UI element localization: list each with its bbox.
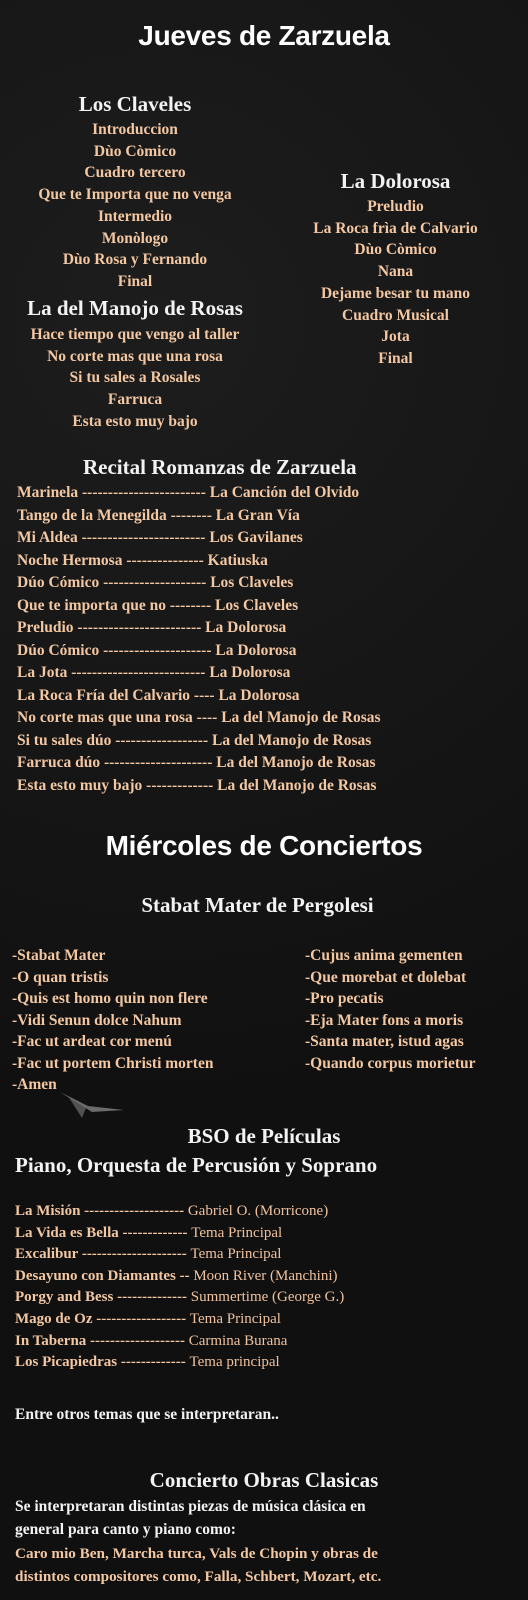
- quill-icon: [58, 1088, 128, 1122]
- claveles-list: [0, 119, 270, 293]
- list-item: -Cujus anima gementen: [305, 947, 463, 964]
- list-item: [15, 1223, 344, 1245]
- list-item: Mi Aldea ------------------------ Los Gavilanes: [17, 529, 303, 546]
- film-title: Porgy and Bess --------------: [15, 1289, 188, 1306]
- list-item: Dúo Cómico -------------------- Los Claveles: [17, 574, 294, 591]
- list-item: [15, 1201, 344, 1223]
- list-item: Si tu sales dúo ------------------ La del Manojo de Rosas: [17, 731, 372, 749]
- clasicas-title: Concierto Obras Clasicas: [149, 1468, 379, 1492]
- clasicas-line3: Caro mio Ben, Marcha turca, Vals de Chopin y obras de: [15, 1545, 378, 1562]
- list-item: Esta esto muy bajo: [72, 412, 198, 430]
- film-title: In Taberna -------------------: [15, 1332, 185, 1349]
- list-item: -Quando corpus morietur: [305, 1054, 476, 1072]
- list-item: Introduccion: [92, 121, 178, 138]
- list-item: Noche Hermosa --------------- Katiuska: [17, 551, 268, 569]
- manojo-title: La del Manojo de Rosas: [27, 296, 243, 320]
- piece-title: Tema Principal: [191, 1224, 283, 1241]
- list-item: -Stabat Mater: [12, 947, 106, 964]
- list-item: Esta esto muy bajo ------------- La del Manojo de Rosas: [17, 776, 377, 794]
- film-title: Mago de Oz ------------------: [15, 1310, 187, 1327]
- film-title: La Vida es Bella -------------: [15, 1224, 188, 1241]
- jueves-title: Jueves de Zarzuela: [138, 20, 390, 51]
- recital-title: Recital Romanzas de Zarzuela: [83, 455, 357, 479]
- list-item: -O quan tristis: [12, 968, 109, 986]
- list-item: Hace tiempo que vengo al taller: [30, 326, 240, 343]
- clasicas-line2: general para canto y piano como:: [15, 1521, 236, 1538]
- list-item: No corte mas que una rosa: [47, 347, 223, 365]
- film-title: Excalibur ---------------------: [15, 1246, 187, 1263]
- list-item: [15, 1244, 344, 1266]
- list-item: Dùo Rosa y Fernando: [62, 251, 208, 269]
- bso-title: BSO de Películas: [187, 1124, 341, 1148]
- film-title: La Misión --------------------: [15, 1203, 185, 1219]
- list-item: Que te importa que no -------- Los Claveles: [17, 596, 299, 614]
- clasicas-line1: Se interpretaran distintas piezas de música clásica en: [15, 1498, 366, 1515]
- claveles-title: Los Claveles: [78, 92, 192, 116]
- list-item: [15, 1266, 344, 1288]
- list-item: No corte mas que una rosa ---- La del Manojo de Rosas: [17, 709, 381, 726]
- list-item: -Que morebat et dolebat: [305, 968, 467, 986]
- list-item: -Pro pecatis: [305, 990, 384, 1007]
- dolorosa-title: La Dolorosa: [340, 169, 451, 193]
- list-item: Farruca: [107, 391, 163, 409]
- piece-title: Summertime (George G.): [190, 1289, 345, 1306]
- list-item: Monòlogo: [101, 229, 169, 247]
- stabat-left-list: [12, 945, 213, 1096]
- list-item: -Amen: [12, 1076, 57, 1093]
- list-item: Final: [117, 272, 153, 290]
- list-item: Preludio ------------------------ La Dolorosa: [17, 619, 287, 636]
- list-item: Tango de la Menegilda -------- La Gran Vía: [17, 506, 300, 524]
- stabat-title: Stabat Mater de Pergolesi: [141, 893, 374, 917]
- list-item: -Fac ut portem Christi morten: [12, 1054, 214, 1072]
- list-item: Dejame besar tu mano: [320, 284, 471, 302]
- list-item: Marinela ------------------------ La Canción del Olvido: [17, 484, 360, 501]
- list-item: [15, 1287, 344, 1309]
- clasicas-line4: distintos compositores como, Falla, Schbert, Mozart, etc.: [15, 1568, 382, 1585]
- list-item: [15, 1331, 344, 1353]
- list-item: Dúo Cómico --------------------- La Dolorosa: [17, 641, 297, 659]
- list-item: Preludio: [367, 198, 424, 215]
- piece-title: Moon River (Manchini): [193, 1267, 338, 1284]
- list-item: -Santa mater, istud agas: [305, 1033, 464, 1050]
- list-item: Cuadro Musical: [342, 306, 449, 324]
- stabat-right-list: [305, 945, 476, 1074]
- list-item: Farruca dúo --------------------- La del Manojo de Rosas: [17, 754, 376, 771]
- film-title: Desayuno con Diamantes --: [15, 1267, 190, 1284]
- list-item: -Quis est homo quin non flere: [12, 990, 208, 1007]
- piece-title: Carmina Burana: [188, 1332, 288, 1349]
- list-item: Nana: [377, 263, 414, 281]
- list-item: Dùo Còmico: [93, 142, 177, 160]
- piece-title: Tema Principal: [190, 1246, 282, 1263]
- miercoles-title: Miércoles de Conciertos: [105, 830, 423, 861]
- list-item: Cuadro tercero: [84, 164, 186, 182]
- list-item: [15, 1352, 344, 1374]
- manojo-list: [0, 324, 270, 433]
- list-item: -Eja Mater fons a moris: [305, 1011, 464, 1029]
- bso-footer: Entre otros temas que se interpretaran..: [15, 1406, 279, 1423]
- list-item: [15, 1309, 344, 1331]
- piece-title: Tema principal: [189, 1354, 280, 1371]
- list-item: Jota: [381, 328, 410, 346]
- list-item: La Jota -------------------------- La Dolorosa: [17, 664, 291, 681]
- dolorosa-list: [283, 196, 508, 370]
- list-item: Si tu sales a Rosales: [69, 369, 201, 387]
- list-item: Final: [378, 349, 413, 367]
- list-item: Intermedio: [97, 207, 173, 225]
- list-item: Que te Importa que no venga: [38, 186, 232, 204]
- recital-list: [17, 482, 381, 797]
- piece-title: Gabriel O. (Morricone): [187, 1203, 329, 1219]
- list-item: La Roca Fría del Calvario ---- La Dolorosa: [17, 686, 300, 704]
- list-item: -Vidi Senun dolce Nahum: [12, 1011, 182, 1029]
- film-title: Los Picapiedras -------------: [15, 1354, 186, 1371]
- list-item: La Roca frìa de Calvario: [313, 219, 478, 237]
- piece-title: Tema Principal: [189, 1310, 281, 1327]
- bso-subtitle: Piano, Orquesta de Percusión y Soprano: [15, 1153, 378, 1177]
- list-item: -Fac ut ardeat cor menú: [12, 1033, 172, 1050]
- bso-list: [15, 1201, 344, 1374]
- list-item: Dùo Còmico: [354, 241, 437, 259]
